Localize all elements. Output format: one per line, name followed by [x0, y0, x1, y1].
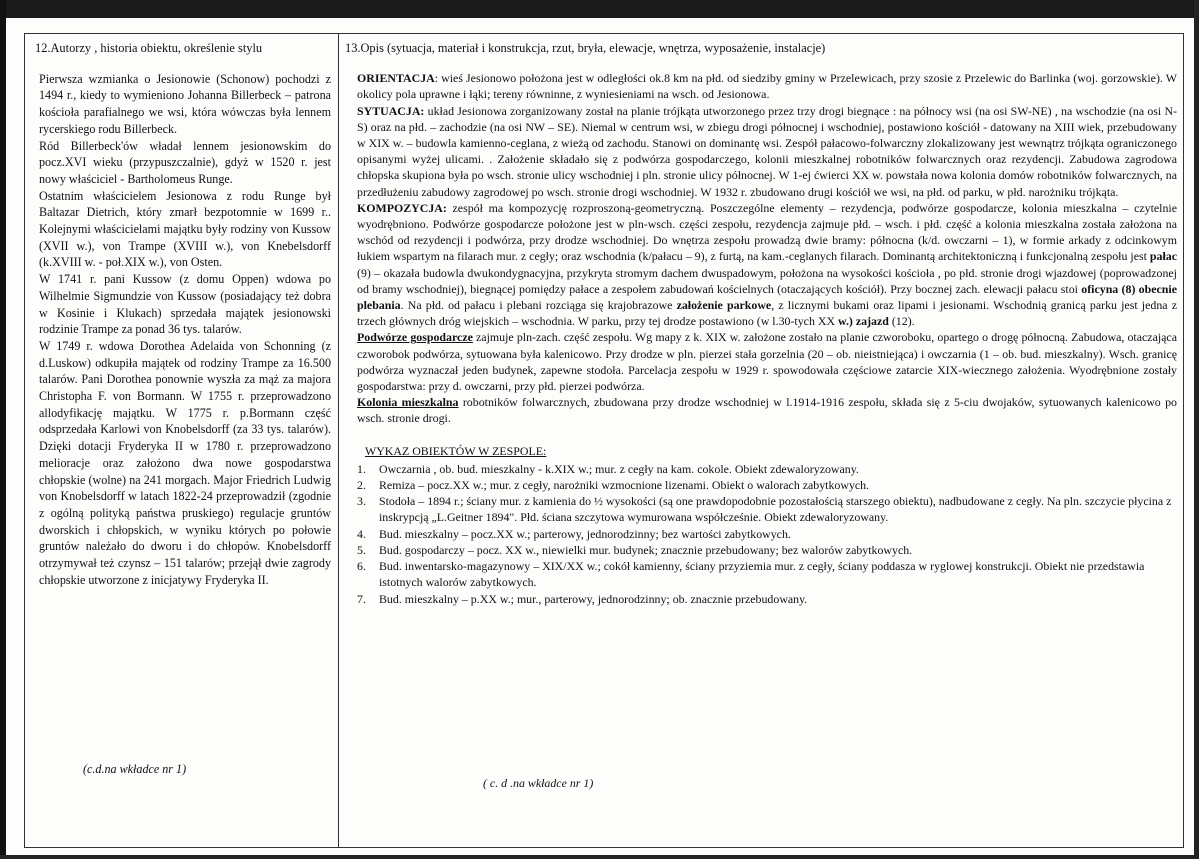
list-item-number: 5. [357, 542, 366, 557]
kolonia-paragraph [357, 394, 1177, 426]
history-paragraph: W 1741 r. pani Kussow (z domu Oppen) wdowa po Wilhelmie Sigmundzie von Kussow (posiadający też dobra w Kosinie i Klukach) sprzedała majątek jesionowski rodzinie Trampe za ponad 36 tys. talarów. [39, 272, 331, 337]
history-column [35, 40, 331, 589]
objects-list [357, 461, 1177, 607]
list-item-number: 2. [357, 478, 366, 493]
scan-edge-bottom [0, 855, 1199, 859]
kolonia-text: robotników folwarcznych, zbudowana przy drodze wschodniej w l.1914-1916 zespołu, składa się z 5-ciu dwojaków, sytuowanych kalenicowo po wsch. stronie drogi. [357, 395, 1177, 426]
history-paragraph: Pierwsza wzmianka o Jesionowie (Schonow) pochodzi z 1494 r., kiedy to wymieniono Johanna Billerbeck – patrona kościoła parafialnego we wsi, która wówczas była lennem rycerskiego rodu Billerbeck. [39, 71, 331, 136]
orientacja-paragraph [357, 70, 1177, 102]
kompozycja-text: (12). [888, 314, 915, 329]
list-item [357, 542, 1177, 558]
oficyna-term: oficyna (8) obecnie plebania [357, 281, 1177, 313]
kompozycja-text: . Na płd. od pałacu i plebani rozciąga się krajobrazowe [400, 298, 677, 313]
list-item-number: 4. [357, 526, 366, 541]
kompozycja-paragraph [357, 200, 1177, 330]
list-item [357, 558, 1177, 590]
list-item-number: 1. [357, 461, 366, 476]
podworze-label: Podwórze gospodarcze [357, 330, 473, 345]
podworze-text: zajmuje pln-zach. część zespołu. Wg mapy z k. XIX w. założone zostało na planie czworoboku, opartego o drogę północną. Zabudowa, otaczająca czworobok podwórza, sytuowana była kalenicowo. Przy drodze w pln. pierzei stała gorzelnia (20 – ob. nieistniejąca) i owczarnia (1 – ob. bud. mieszkalny). Wsch. granicę podwórza wyznaczał jeden budynek, zapewne stodoła. Parcelacja zespołu w 1929 r. spowodowała częściowe zatarcie XIX-wiecznego założenia. Wyodrębnione zostały gospodarstwa: przy d. owczarni, przy płd. pierzei podwórza. [357, 330, 1177, 394]
park-term: założenie parkowe [676, 298, 772, 313]
description-column [345, 40, 1177, 607]
form-frame [24, 33, 1184, 848]
description-continuation-note: ( c. d .na wkładce nr 1) [483, 776, 594, 790]
list-item-text: Bud. mieszkalny – pocz.XX w.; parterowy, jednorodzinny; bez wartości zabytkowych. [379, 526, 791, 541]
sytuacja-text: układ Jesionowa zorganizowany został na planie trójkąta utworzonego przez trzy drogi biegnące : na północy wsi (na osi SW-NE) , na wschodzie (na osi N-S) oraz na płd. – zachodzie (na osi NW – SE). Niemal w centrum wsi, w zbiegu drogi północnej i wschodniej, postawiono kościół - datowany na XIII wiek, przebudowany w XIX w. – budowla kamienno-ceglana, z wieżą od zachodu. Stanowi on dominantę wsi. Zespół pałacowo-folwarczny zlokalizowany jest wewnątrz trójkąta ograniczonego opisanymi wyżej ulicami. . Założenie składało się z podwórza gospodarczego, kolonii mieszkalnej robotników folwarcznych oraz rezydencji. Zabudowa zagrodowa chłopska skupiona była po wsch. stronie ulicy wschodniej i pln. stronie ulicy północnej. W 1-ej ćwierci XX w. powstała nowa kolonia domów robotników folwarcznych, na przedłużeniu zabudowy zagrodowej po wsch. stronie drogi wschodniej. W 1932 r. zbudowano drugi kościół we wsi, na płd. od parku, w płd. narożniku trójkąta. [357, 103, 1177, 199]
kompozycja-text: (9) – okazała budowla dwukondygnacyjna, przykryta stromym dachem dwuspadowym, położona na wysokości kościoła , po płd. stronie drogi wjazdowej (poprowadzonej od bramy wschodniej), biegnącej pomiędzy pałace a zespołem zabudowań kościelnych (otaczających kościół). Przy bocznej zach. elewacji pałacu stoi [357, 265, 1177, 296]
list-item-text: Bud. mieszkalny – p.XX w.; mur., parterowy, jednorodzinny; ob. znacznie przebudowany. [379, 591, 808, 606]
column-divider [338, 34, 339, 847]
history-continuation-note: (c.d.na wkładce nr 1) [83, 762, 187, 776]
list-item-text: Bud. inwentarsko-magazynowy – XIX/XX w.; cokół kamienny, ściany przyziemia mur. z cegły, ściany poddasza w ryglowej konstrukcji. Obiekt nie przedstawia istotnych walorów zabytkowych. [379, 559, 1145, 590]
scan-edge-right [1194, 0, 1199, 859]
document-page [6, 18, 1194, 855]
scan-edge-top [0, 0, 1199, 18]
kompozycja-text: zespół ma kompozycję rozproszoną-geometryczną. Poszczególne elementy – rezydencja, podwórze gospodarcze, kolonia mieszkalna – czytelnie wyodrębniono. Podwórze gospodarcze położone jest w pln-wsch. części zespołu, rezydencja zajmuje płd. – wsch. i płd. część a kolonia mieszkalna została założona na wschód od rezydencji i podwórza, przy drodze wschodniej. Do wnętrza zespołu prowadzą dwie bramy: północna (k/d. owczarni – 1), w formie arkady z odcinkowym łukiem wspartym na filarach mur. z cegły; oraz wschodnia (k/pałacu – 9), z furtą, na kam.-ceglanych filarach. Dominantą architektoniczną i funkcjonalną zespołu jest [357, 200, 1177, 264]
sytuacja-label: SYTUACJA: [357, 103, 425, 118]
list-item [357, 591, 1177, 607]
list-item [357, 526, 1177, 542]
history-paragraph: Ród Billerbeck'ów władał lennem jesionowskim do pocz.XVI wieku (przypuszczalnie), gdyż w 1520 r. jest nowy właściciel - Bartholomeus Runge. [39, 138, 331, 186]
orientacja-label: ORIENTACJA [357, 71, 435, 86]
list-item-text: Owczarnia , ob. bud. mieszkalny - k.XIX w.; mur. z cegły na kam. cokole. Obiekt zdewaloryzowany. [379, 461, 859, 476]
list-item-number: 6. [357, 559, 366, 574]
list-item [357, 493, 1177, 525]
list-item [357, 477, 1177, 493]
history-paragraph: W 1749 r. wdowa Dorothea Adelaida von Schonning (z d.Luskow) odkupiła majątek od rodziny Trampe za 16.500 talarów. Pani Dorothea ponownie wyszła za mąż za majora Christopha F. von Bormann. W 1755 r. przeprowadzono allodyfikację majątku. W 1775 r. p.Bormann część odsprzedała Karlowi von Knobelsdorff (za 33 tys. talarów). Dzięki dotacji Fryderyka II w 1780 r. przeprowadzono melioracje oraz założono dwa nowe gospodarstwa chłopskie (wolne) na 241 morgach. Major Friedrich Ludwig von Knobelsdorff w latach 1822-24 przeprowadził (zgodnie z ogólną polityką państwa pruskiego) regulacje gruntów dworskich i chłopskich, w wyniku których po połowie gruntów należało do dworu i do chłopów. Knobelsdorff otrzymywał też czynsz – 151 talarów; przejął dwie zagrody chłopskie utworzone z inicjatywy Fryderyka II. [39, 338, 331, 587]
list-item-number: 3. [357, 494, 366, 509]
sytuacja-paragraph [357, 103, 1177, 200]
list-item-text: Stodoła – 1894 r.; ściany mur. z kamienia do ½ wysokości (są one prawdopodobnie pozostałością starszego obiektu), nadbudowane z cegły. Na pln. szczycie płycina z inskrypcją „L.Geitner 1894". Płd. ściana szczytowa wymurowana współcześnie. Obiekt zdewaloryzowany. [379, 494, 1172, 525]
zajazd-term: w.) zajazd [838, 314, 889, 329]
list-item-number: 7. [357, 591, 366, 606]
objects-list-title: WYKAZ OBIEKTÓW W ZESPOLE: [365, 443, 547, 458]
list-item-text: Remiza – pocz.XX w.; mur. z cegły, narożniki wzmocnione lizenami. Obiekt o walorach zabytkowych. [379, 478, 870, 493]
podworze-paragraph [357, 329, 1177, 394]
history-paragraph: Ostatnim właścicielem Jesionowa z rodu Runge był Baltazar Dietrich, który zmarł bezpotomnie w 1699 r.. Kolejnymi właścicielami majątku były rodziny von Kussow (XVII w.), von Trampe (XVIII w.), von Knebelsdorff (k.XVIII w. - poł.XIX w.), von Osten. [39, 188, 331, 270]
palac-term: pałac [1149, 249, 1177, 264]
description-heading: 13.Opis (sytuacja, materiał i konstrukcja, rzut, bryła, elewacje, wnętrza, wyposażenie, instalacje) [345, 41, 826, 55]
history-heading: 12.Autorzy , historia obiektu, określenie stylu [35, 41, 263, 55]
kolonia-label: Kolonia mieszkalna [357, 395, 459, 410]
list-item-text: Bud. gospodarczy – pocz. XX w., niewielki mur. budynek; znacznie przebudowany; bez walorów zabytkowych. [379, 542, 913, 557]
kompozycja-text: , z licznymi bukami oraz lipami i jesionami. Wschodnią granicą parku jest jedna z trzech głównych dróg wiejskich – wschodnia. W parku, przy tej drodze postawiono (w l.30-tych XX [357, 298, 1177, 329]
list-item [357, 461, 1177, 477]
orientacja-text: : wieś Jesionowo położona jest w odległości ok.8 km na płd. od siedziby gminy w Przelewicach, przy szosie z Przelewic do Barlinka (woj. gorzowskie). W okolicy pola uprawne i łąki; tereny równinne, z wyniesieniami na wsch. od Jesionowa. [357, 71, 1177, 102]
kompozycja-label: KOMPOZYCJA: [357, 200, 447, 215]
